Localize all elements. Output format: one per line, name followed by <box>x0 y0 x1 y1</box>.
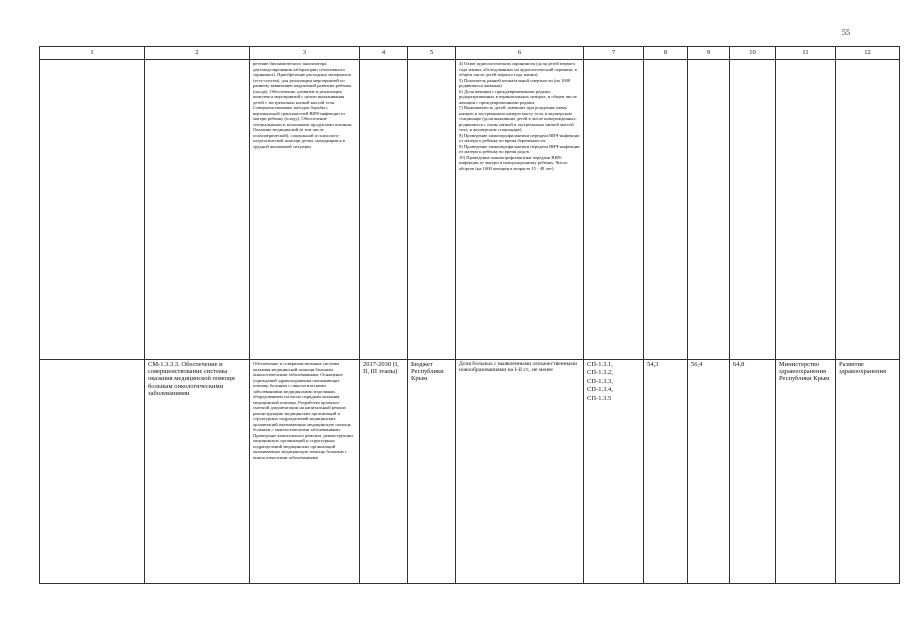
cell-period: 2017-2030 (I, II, III этапы) <box>360 360 408 584</box>
cell-description: ретение биохимического анализатора, двухмоделирования лаборатории селективного скрининга). Приобретение расходных материалов (тест-систем), для реализации мероприятий по раннему выявлению нарушений развития ребенка (плода). Обеспечение, развитие и реализация комплекса мероприятий с целью выхаживания детей с экстремально низкой массой тела. Совершенствование методов борьбы с вертикальной трансмиссией ВИЧ-инфекции от матери ребенку (плоду). Обеспечение специальными и молочными продуктами питания. Оказание медицинской (в том числе психиатрической), социальной и психолого-педагогической помощи детям, находящимся в трудной жизненной ситуации <box>250 60 360 360</box>
cell-activity-code <box>40 360 145 584</box>
cell-indicators: 4) Охват аудиологическим скринингом (доля детей первого года жизни, обследованных на аудиологический скрининг, в общем числе детей первого года жизни). 5) Показатель ранней неонатальной смертности (на 1000 родившихся живыми). 6) Доля женщин с преждевременными родами, родоразрешенных в перинатальных центрах, в общем числе женщин с преждевременными родами. 7) Выживаемость детей, имевших при рождении очень низкую и экстремально низкую массу тела, в акушерском стационаре (доля выживших детей в числе новорожденных, родившихся с очень низкой и экстремально низкой массой тела, в акушерском стационаре). 8) Проведение химиопрофилактики передачи ВИЧ-инфекции от матери к ребенку во время беременности. 9) Проведение химиопрофилактики передачи ВИЧ-инфекции от матери к ребенку во время родов. 10) Проведение химиопрофилактики передачи ВИЧ-инфекции от матери к новорожденному ребенку. Число абортов (на 1000 женщин в возрасте 15 - 49 лет) <box>456 60 584 360</box>
code-item: СП-1.3.1, <box>587 361 613 368</box>
header-cell: 5 <box>408 47 456 60</box>
table-row <box>40 360 900 584</box>
header-cell: 9 <box>688 47 730 60</box>
cell-period <box>360 60 408 360</box>
cell-value-1: 54,3 <box>644 360 688 584</box>
header-cell: 11 <box>776 47 836 60</box>
header-cell: 4 <box>360 47 408 60</box>
cell-funding <box>408 60 456 360</box>
cell-codes <box>584 60 644 360</box>
cell-executor: Министерство здравоохранения Республики Крым <box>776 360 836 584</box>
cell-description: Обеспечение и совершенствование системы оказания медицинской помощи больным онкологическими заболеваниями. Оснащение учреждений здравоохранения оказывающих помощь больным с онкологическими заболеваниями медицинскими изделиями, оборудованием согласно порядкам оказания медицинской помощи. Разработка проектно-сметной документации на капитальный ремонт, реконструкцию медицинских организаций и структурных подразделений медицинских организаций оказывающих медицинскую помощь больным с онкологическими заболеваниями. Проведение капитального ремонта, реконструкции медицинских организаций и структурных подразделений медицинских организаций оказывающих медицинскую помощь больным с онкологическими заболеваниями <box>250 360 360 584</box>
header-cell: 10 <box>730 47 776 60</box>
code-item: СП-1.3.3, <box>587 377 613 385</box>
header-cell: 3 <box>250 47 360 60</box>
cell-value-1 <box>644 60 688 360</box>
code-item: СП-1.3.4, <box>587 386 613 394</box>
program-table <box>39 46 900 584</box>
header-cell: 7 <box>584 47 644 60</box>
header-cell: 1 <box>40 47 145 60</box>
cell-activity-code <box>40 60 145 360</box>
cell-funding: Бюджет Республики Крым <box>408 360 456 584</box>
header-cell: 8 <box>644 47 688 60</box>
cell-activity-name: СМ-1.3.3.3. Обеспечение и совершенствование системы оказания медицинской помощи больным онкологическими заболеваниями <box>145 360 250 584</box>
cell-activity-name <box>145 60 250 360</box>
page-number: 55 <box>842 28 850 37</box>
cell-value-2 <box>688 60 730 360</box>
cell-executor <box>776 60 836 360</box>
cell-value-3: 64,8 <box>730 360 776 584</box>
cell-codes <box>584 360 644 584</box>
header-cell: 12 <box>836 47 900 60</box>
code-item: СП-1.3.5 <box>587 394 612 402</box>
cell-value-3 <box>730 60 776 360</box>
code-item: СП-1.3.2, <box>587 369 613 377</box>
table-row <box>40 60 900 360</box>
header-cell: 2 <box>145 47 250 60</box>
cell-program: Развитие здравоохранения <box>836 360 900 584</box>
cell-value-2: 56,4 <box>688 360 730 584</box>
header-row <box>40 47 900 60</box>
header-cell: 6 <box>456 47 584 60</box>
cell-indicators: Доля больных с выявленными злокачественными новообразованиями на I-II ст., не менее <box>456 360 584 584</box>
cell-program <box>836 60 900 360</box>
